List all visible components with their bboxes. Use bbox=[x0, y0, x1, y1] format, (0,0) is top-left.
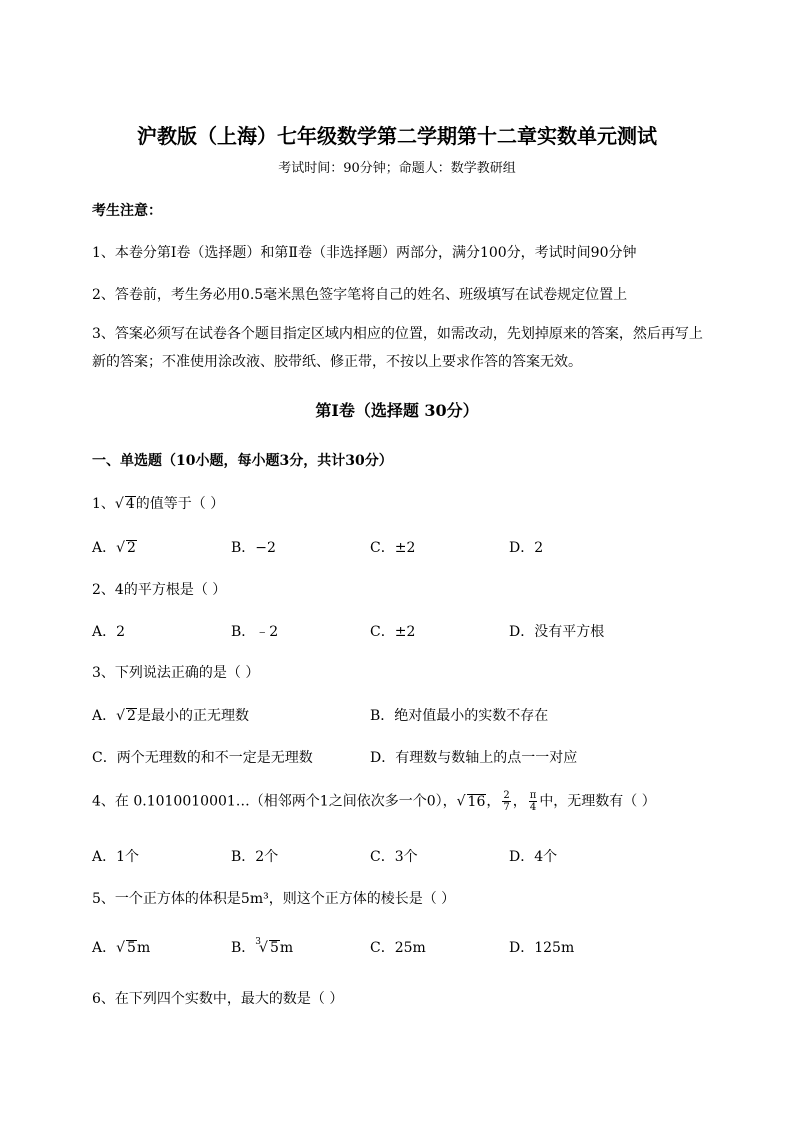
sqrt-sign: √ bbox=[114, 496, 124, 512]
question-3-option-c[interactable]: C．两个无理数的和不一定是无理数 bbox=[92, 750, 313, 766]
notes-title: 考生注意： bbox=[92, 203, 162, 219]
fraction-numerator: π bbox=[529, 790, 537, 801]
question-4-suffix: 中，无理数有（ ） bbox=[539, 793, 656, 810]
question-2-stem: 2、4的平方根是（ ） bbox=[92, 582, 227, 598]
question-1-prefix: 1、 bbox=[92, 496, 115, 512]
question-2-option-a[interactable]: A．2 bbox=[92, 624, 126, 640]
question-1-option-c[interactable]: C．±2 bbox=[370, 540, 416, 556]
question-1-option-b[interactable]: B．−2 bbox=[231, 540, 276, 556]
sqrt-sign: √ bbox=[456, 793, 466, 810]
separator: ， bbox=[512, 793, 527, 810]
sqrt-sign: √ bbox=[116, 540, 126, 556]
option-a-radicand: 2 bbox=[127, 540, 136, 556]
question-1-option-a[interactable] bbox=[92, 537, 137, 557]
option-b-label: B． bbox=[231, 940, 256, 956]
sqrt-sign: √ bbox=[259, 940, 268, 956]
question-3-stem: 3、下列说法正确的是（ ） bbox=[92, 665, 260, 681]
question-4-stem bbox=[92, 790, 656, 813]
question-3-option-d[interactable]: D．有理数与数轴上的点一一对应 bbox=[370, 750, 578, 766]
question-4-option-c[interactable]: C．3个 bbox=[370, 849, 418, 865]
separator: ， bbox=[486, 793, 501, 810]
exam-subtitle: 考试时间：90分钟；命题人：数学教研组 bbox=[278, 161, 516, 176]
question-5-option-c[interactable]: C．25m bbox=[370, 940, 426, 956]
exam-title: 沪教版（上海）七年级数学第二学期第十二章实数单元测试 bbox=[137, 124, 657, 148]
question-5-stem: 5、一个正方体的体积是5m³，则这个正方体的棱长是（ ） bbox=[92, 891, 456, 907]
question-2-option-d[interactable]: D．没有平方根 bbox=[509, 624, 605, 640]
sqrt-sign: √ bbox=[116, 940, 126, 956]
option-b-radicand: 5 bbox=[269, 940, 279, 956]
question-4-option-d[interactable]: D．4个 bbox=[509, 849, 558, 865]
note-item-3: 3、答案必须写在试卷各个题目指定区域内相应的位置，如需改动，先划掉原来的答案，然后再写上新的答案；不准使用涂改液、胶带纸、修正带，不按以上要求作答的答案无效。 bbox=[92, 326, 703, 370]
option-a-text: 是最小的正无理数 bbox=[136, 708, 249, 724]
option-a-unit: m bbox=[136, 940, 151, 956]
question-5-option-a[interactable] bbox=[92, 937, 150, 957]
question-4-option-b[interactable]: B．2个 bbox=[231, 849, 279, 865]
question-4-radicand: 16 bbox=[467, 793, 486, 810]
option-a-label: A． bbox=[92, 708, 117, 724]
question-1-radicand: 4 bbox=[125, 496, 135, 512]
option-a-radicand: 2 bbox=[127, 708, 136, 724]
fraction-numerator: 2 bbox=[503, 790, 510, 801]
question-6-stem: 6、在下列四个实数中，最大的数是（ ） bbox=[92, 991, 344, 1007]
question-3-option-b[interactable]: B．绝对值最小的实数不存在 bbox=[370, 708, 549, 724]
question-5-option-d[interactable]: D．125m bbox=[509, 940, 575, 956]
root-index: 3 bbox=[255, 937, 262, 947]
section-title: 第I卷（选择题 30分） bbox=[315, 401, 479, 420]
option-b-unit: m bbox=[279, 940, 294, 956]
option-a-label: A． bbox=[92, 540, 117, 556]
fraction-denominator: 4 bbox=[529, 802, 537, 813]
question-4-option-a[interactable]: A．1个 bbox=[92, 849, 140, 865]
question-4-prefix: 4、在 0.1010010001…（相邻两个1之间依次多一个0）， bbox=[92, 793, 457, 810]
option-a-label: A． bbox=[92, 940, 117, 956]
fraction-denominator: 7 bbox=[503, 802, 510, 813]
note-item-2: 2、答卷前，考生务必用0.5毫米黑色签字笔将自己的姓名、班级填写在试卷规定位置上 bbox=[92, 287, 628, 303]
question-1-option-d[interactable]: D．2 bbox=[509, 540, 544, 556]
fraction-pi-quarter bbox=[529, 790, 538, 813]
question-2-option-c[interactable]: C．±2 bbox=[370, 624, 416, 640]
section-heading: 一、单选题（10小题，每小题3分，共计30分） bbox=[92, 453, 393, 469]
question-3-option-a[interactable] bbox=[92, 705, 249, 725]
note-item-1: 1、本卷分第I卷（选择题）和第Ⅱ卷（非选择题）两部分，满分100分，考试时间90分钟 bbox=[92, 245, 637, 261]
question-2-option-b[interactable]: B．﹣2 bbox=[231, 624, 279, 640]
question-1-suffix: 的值等于（ ） bbox=[135, 496, 225, 512]
question-5-option-b[interactable] bbox=[231, 937, 293, 957]
fraction-two-sevenths bbox=[502, 790, 510, 813]
option-a-radicand: 5 bbox=[127, 940, 136, 956]
sqrt-sign: √ bbox=[116, 708, 126, 724]
question-1-stem bbox=[92, 493, 224, 513]
